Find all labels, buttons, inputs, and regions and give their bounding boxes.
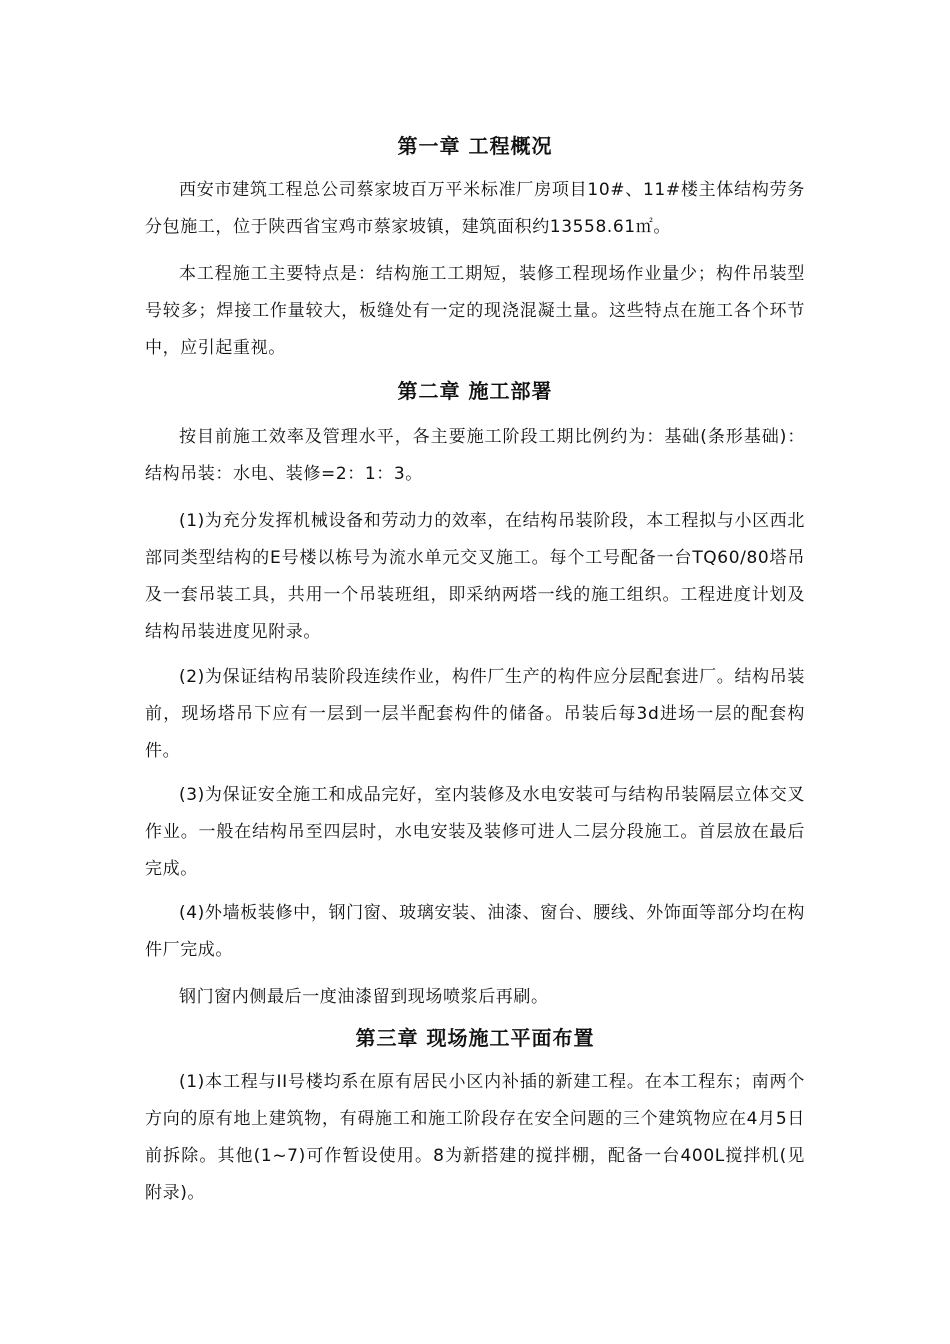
chapter-2-paragraph-1: 按目前施工效率及管理水平，各主要施工阶段工期比例约为：基础(条形基础)：结构吊装：水电、装修=2：1：3。: [145, 427, 805, 484]
chapter-3-title: 第三章 现场施工平面布置: [355, 1026, 595, 1050]
chapter-1-paragraph-2: 本工程施工主要特点是：结构施工工期短，装修工程现场作业量少；构件吊装型号较多；焊接工作量较大，板缝处有一定的现浇混凝土量。这些特点在施工各个环节中，应引起重视。: [145, 264, 805, 358]
chapter-2-paragraph-5: (4)外墙板装修中，钢门窗、玻璃安装、油漆、窗台、腰线、外饰面等部分均在构件厂完成。: [145, 903, 805, 960]
chapter-2-paragraph-4: (3)为保证安全施工和成品完好，室内装修及水电安装可与结构吊装隔层立体交叉作业。一般在结构吊至四层时，水电安装及装修可进人二层分段施工。首层放在最后完成。: [145, 785, 805, 879]
chapter-1-paragraph-1: 西安市建筑工程总公司蔡家坡百万平米标准厂房项目10#、11#楼主体结构劳务分包施工，位于陕西省宝鸡市蔡家坡镇，建筑面积约13558.61㎡。: [145, 180, 805, 237]
chapter-3-paragraph-1: (1)本工程与II号楼均系在原有居民小区内补插的新建工程。在本工程东；南两个方向的原有地上建筑物，有碍施工和施工阶段存在安全问题的三个建筑物应在4月5日前拆除。其他(1~7)可作暂设使用。8为新搭建的搅拌棚，配备一台400L搅拌机(见附录)。: [145, 1072, 805, 1203]
chapter-2-paragraph-2: (1)为充分发挥机械设备和劳动力的效率，在结构吊装阶段，本工程拟与小区西北部同类型结构的E号楼以栋号为流水单元交叉施工。每个工号配备一台TQ60/80塔吊及一套吊装工具，共用一个吊装班组，即采纳两塔一线的施工组织。工程进度计划及结构吊装进度见附录。: [145, 511, 805, 642]
chapter-2-paragraph-3: (2)为保证结构吊装阶段连续作业，构件厂生产的构件应分层配套进厂。结构吊装前，现场塔吊下应有一层到一层半配套构件的储备。吊装后每3d进场一层的配套构件。: [145, 667, 805, 761]
chapter-2-title: 第二章 施工部署: [397, 379, 553, 403]
chapter-2-paragraph-6: 钢门窗内侧最后一度油漆留到现场喷浆后再刷。: [179, 987, 549, 1007]
chapter-1-title: 第一章 工程概况: [397, 134, 553, 158]
